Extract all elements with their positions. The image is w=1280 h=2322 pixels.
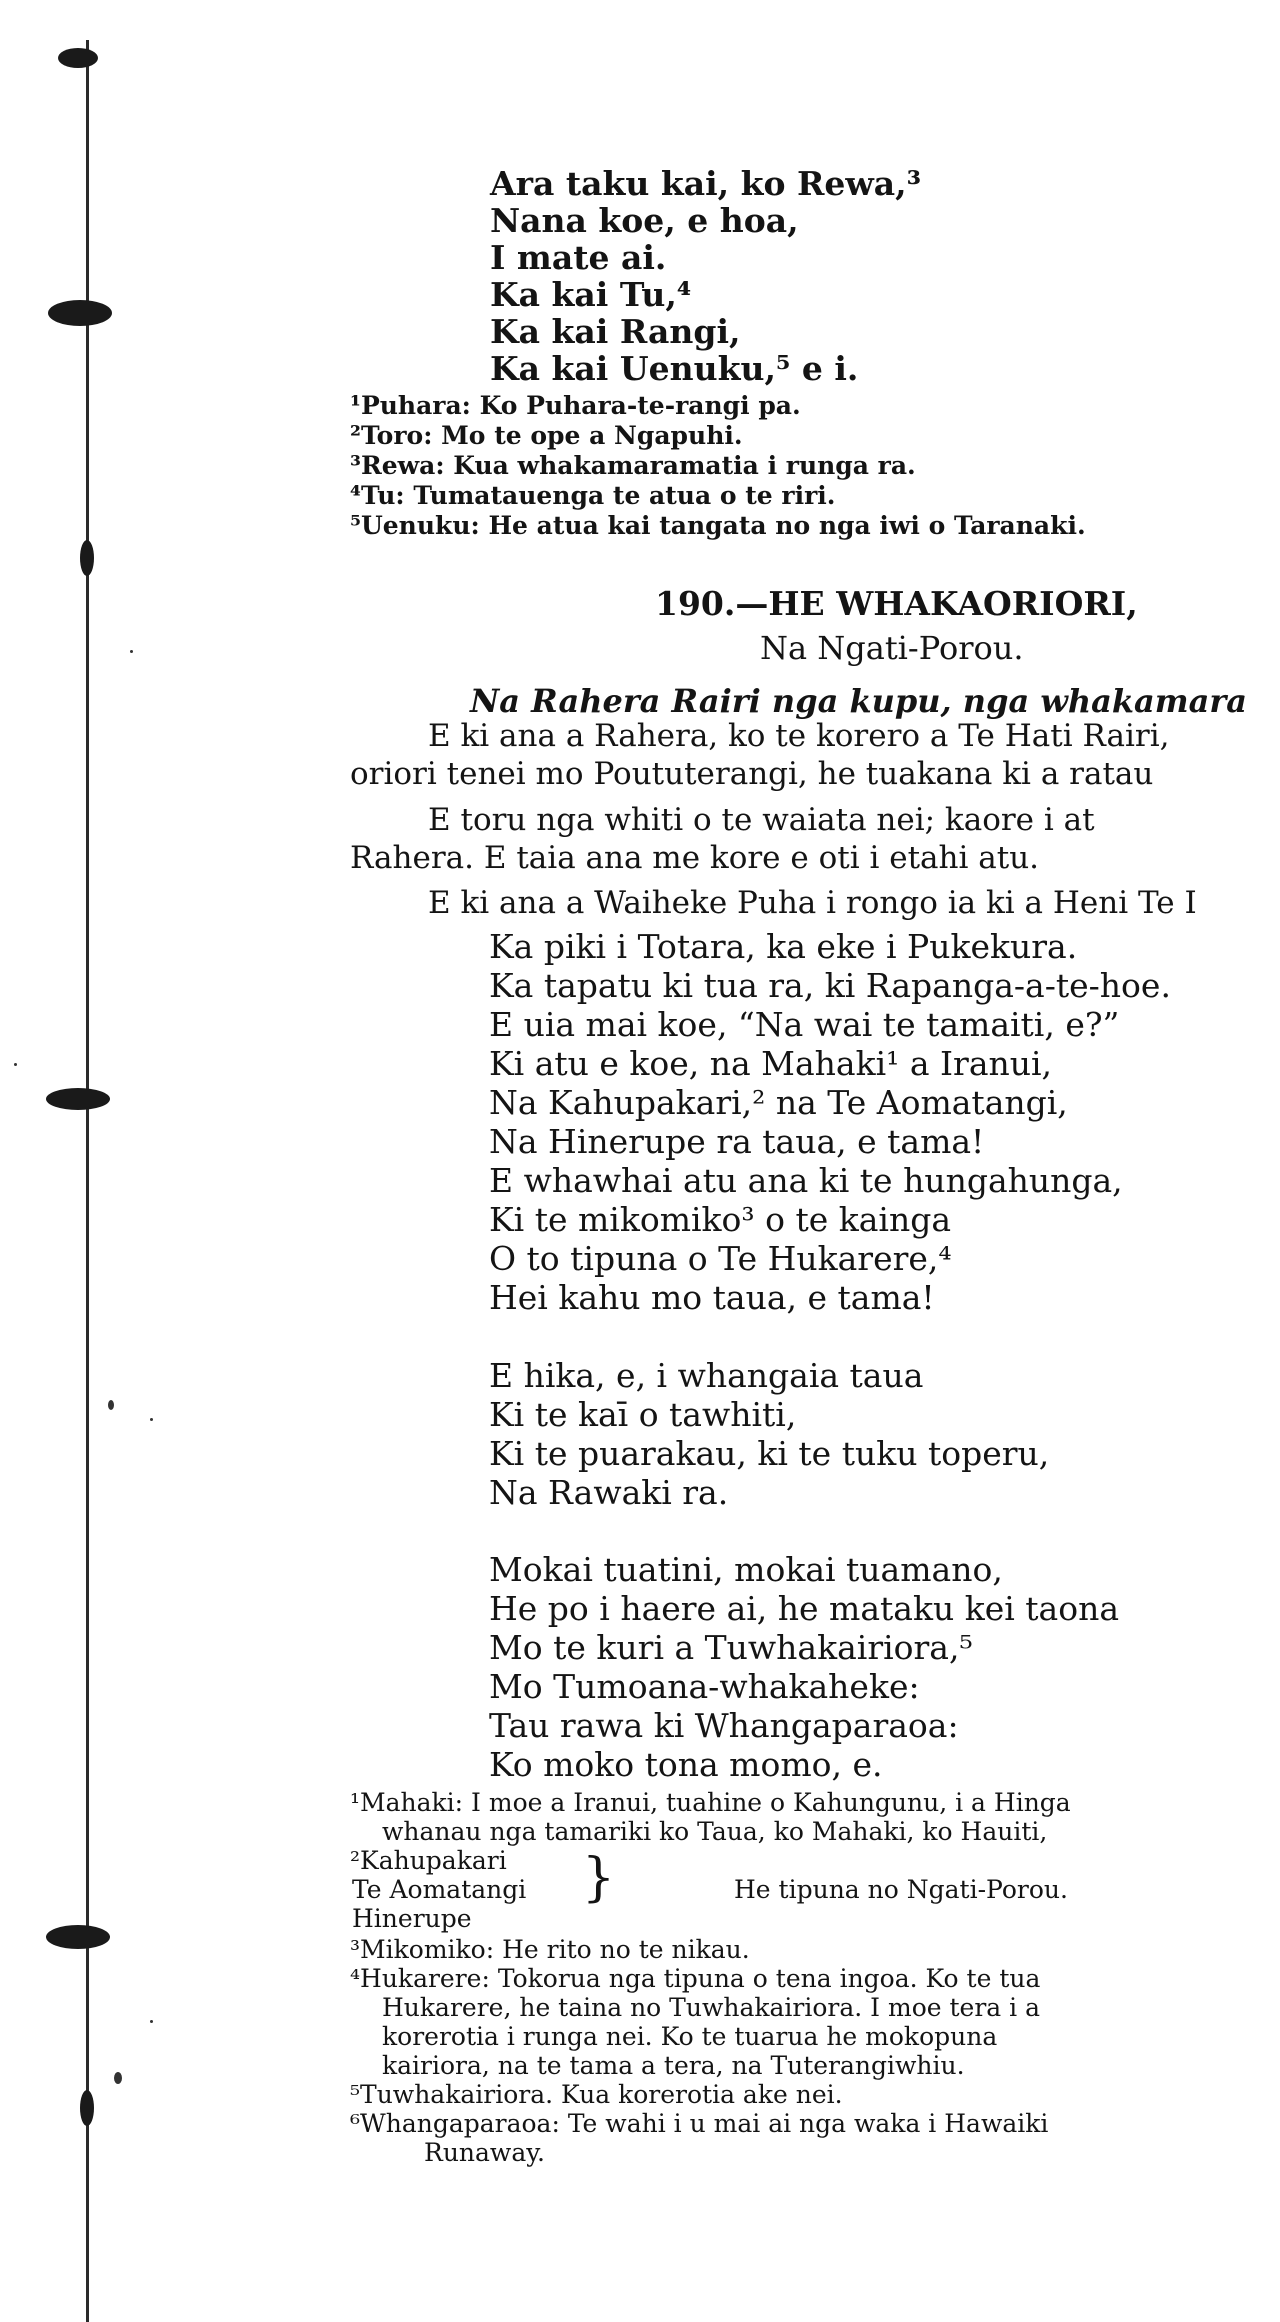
margin-speck	[150, 1418, 153, 1421]
song-line: O to tipuna o Te Hukarere,⁴	[489, 1239, 952, 1278]
margin-speck	[130, 650, 133, 653]
song-line: Ki te puarakau, ki te tuku toperu,	[489, 1434, 1050, 1473]
verse-line: Nana koe, e hoa,	[490, 201, 799, 240]
song-line: Mo te kuri a Tuwhakairiora,⁵	[489, 1628, 973, 1667]
footnote: ⁵Uenuku: He atua kai tangata no nga iwi o Taranaki.	[350, 511, 1086, 540]
intro-italic: Na Rahera Rairi nga kupu, nga whakamara	[470, 682, 1247, 720]
song-line: Na Rawaki ra.	[489, 1473, 729, 1512]
binding-margin-line	[86, 40, 89, 2322]
verse-line: Ara taku kai, ko Rewa,³	[490, 164, 922, 203]
paragraph-line: E ki ana a Rahera, ko te korero a Te Hati Rairi,	[428, 718, 1170, 754]
song-line: Mo Tumoana-whakaheke:	[489, 1667, 920, 1706]
song-line: Tau rawa ki Whangaparaoa:	[489, 1706, 959, 1745]
footnote: ¹Puhara: Ko Puhara-te-rangi pa.	[350, 391, 801, 420]
margin-ornament	[48, 300, 112, 326]
footnote: ²Kahupakari	[350, 1846, 507, 1875]
verse-line: Ka kai Tu,⁴	[490, 275, 692, 314]
song-line: E hika, e, i whangaia taua	[489, 1356, 924, 1395]
song-line: Ka tapatu ki tua ra, ki Rapanga-a-te-hoe.	[489, 966, 1171, 1005]
footnote: He tipuna no Ngati-Porou.	[734, 1875, 1068, 1904]
paragraph-line: oriori tenei mo Poututerangi, he tuakana ki a ratau	[350, 756, 1154, 792]
footnote: Te Aomatangi	[352, 1875, 527, 1904]
footnote: Hukarere, he taina no Tuwhakairiora. I moe tera i a	[382, 1993, 1040, 2022]
footnote: ⁴Tu: Tumatauenga te atua o te riri.	[350, 481, 836, 510]
song-line: Ki atu e koe, na Mahaki¹ a Iranui,	[489, 1044, 1053, 1083]
footnote: ⁶Whangaparaoa: Te wahi i u mai ai nga waka i Hawaiki	[350, 2109, 1049, 2138]
song-line: Mokai tuatini, mokai tuamano,	[489, 1550, 1003, 1589]
margin-speck	[150, 2020, 153, 2023]
margin-speck	[114, 2072, 122, 2084]
song-line: E whawhai atu ana ki te hungahunga,	[489, 1161, 1123, 1200]
margin-ornament	[46, 1925, 110, 1949]
song-line: Na Hinerupe ra taua, e tama!	[489, 1122, 985, 1161]
footnote: ²Toro: Mo te ope a Ngapuhi.	[350, 421, 743, 450]
footnote: ⁵Tuwhakairiora. Kua korerotia ake nei.	[350, 2080, 843, 2109]
footnote: ³Mikomiko: He rito no te nikau.	[350, 1935, 750, 1964]
footnote: ⁴Hukarere: Tokorua nga tipuna o tena ingoa. Ko te tua	[350, 1964, 1041, 1993]
song-line: Ki te kaī o tawhiti,	[489, 1395, 797, 1434]
song-line: Hei kahu mo taua, e tama!	[489, 1278, 935, 1317]
song-line: Ko moko tona momo, e.	[489, 1745, 883, 1784]
paragraph-line: Rahera. E taia ana me kore e oti i etahi atu.	[350, 840, 1040, 876]
margin-speck	[14, 1063, 17, 1066]
margin-ornament	[58, 48, 98, 68]
footnote: ³Rewa: Kua whakamaramatia i runga ra.	[350, 451, 916, 480]
verse-line: Ka kai Uenuku,⁵ e i.	[490, 349, 859, 388]
footnote: ¹Mahaki: I moe a Iranui, tuahine o Kahungunu, i a Hinga	[350, 1788, 1071, 1817]
footnote: kairiora, na te tama a tera, na Tuterangiwhiu.	[382, 2051, 965, 2080]
song-line: Na Kahupakari,² na Te Aomatangi,	[489, 1083, 1068, 1122]
verse-line: I mate ai.	[490, 238, 667, 277]
footnote: Hinerupe	[352, 1904, 472, 1933]
footnote: whanau nga tamariki ko Taua, ko Mahaki, ko Hauiti,	[382, 1817, 1048, 1846]
verse-line: Ka kai Rangi,	[490, 312, 741, 351]
margin-speck	[108, 1400, 114, 1410]
song-line: Ka piki i Totara, ka eke i Pukekura.	[489, 927, 1078, 966]
song-line: He po i haere ai, he mataku kei taona	[489, 1589, 1119, 1628]
paragraph-line: E toru nga whiti o te waiata nei; kaore i at	[428, 802, 1095, 838]
song-line: E uia mai koe, “Na wai te tamaiti, e?”	[489, 1005, 1120, 1044]
footnote: korerotia i runga nei. Ko te tuarua he mokopuna	[382, 2022, 998, 2051]
song-subheading: Na Ngati-Porou.	[760, 629, 1024, 667]
song-heading: 190.—HE WHAKAORIORI,	[655, 584, 1138, 623]
margin-ornament	[80, 2090, 94, 2126]
song-line: Ki te mikomiko³ o te kainga	[489, 1200, 952, 1239]
footnote: Runaway.	[424, 2138, 545, 2167]
paragraph-line: E ki ana a Waiheke Puha i rongo ia ki a Heni Te I	[428, 885, 1197, 921]
margin-ornament	[46, 1088, 110, 1110]
margin-ornament	[80, 540, 94, 576]
brace-icon: }	[582, 1848, 616, 1908]
